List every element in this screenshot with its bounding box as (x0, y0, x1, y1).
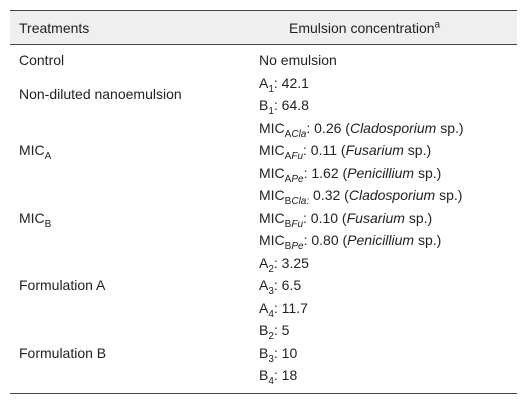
concentration-line (259, 184, 517, 207)
value-prefix: MIC (259, 164, 285, 181)
value-text: : 6.5 (273, 277, 302, 293)
value-text: 0.32 ( (309, 187, 349, 203)
value-prefix: B (259, 344, 269, 361)
value-sub: 3 (268, 285, 274, 297)
table-row (10, 72, 517, 117)
value-organism: Cladosporium (348, 187, 436, 203)
treatments-table (10, 10, 517, 394)
concentration-line (259, 94, 517, 117)
header-concentration-text: Emulsion concentration (289, 19, 435, 36)
value-prefix: A (259, 74, 269, 91)
table-header (10, 11, 517, 45)
concentration-line (259, 252, 517, 275)
concentration-cell (249, 252, 517, 320)
table-row (10, 184, 517, 252)
table-row (10, 252, 517, 320)
concentration-line (259, 297, 517, 320)
treatment-cell (10, 45, 249, 72)
value-text: : 42.1 (273, 74, 309, 91)
value-organism: Penicillium (347, 232, 415, 248)
treatment-label: Control (19, 52, 65, 69)
value-text: : 0.26 ( (306, 119, 350, 136)
treatment-label: MIC (19, 209, 45, 226)
value-prefix: MIC (259, 209, 285, 226)
concentration-line (259, 117, 517, 140)
concentration-line (259, 49, 517, 72)
value-prefix: MIC (259, 142, 285, 158)
value-sub: APe (284, 173, 304, 185)
value-prefix: A (259, 277, 269, 293)
value-suffix: sp.) (404, 209, 433, 226)
concentration-cell (249, 319, 517, 393)
value-organism: Fusarium (346, 209, 405, 226)
value-organism: Fusarium (345, 142, 404, 158)
value-sub: 2 (268, 263, 274, 275)
treatment-cell (10, 319, 249, 393)
treatment-label: Non-diluted nanoemulsion (19, 86, 182, 102)
concentration-line (259, 274, 517, 297)
table-row (10, 319, 517, 393)
value-text: : 11.7 (273, 299, 308, 316)
concentration-cell (249, 72, 517, 117)
value-text: : 18 (273, 367, 298, 383)
value-sub: 1 (268, 83, 274, 95)
value-prefix: B (259, 367, 269, 383)
table-row (10, 45, 517, 72)
concentration-line (259, 207, 517, 230)
value-prefix: MIC (259, 232, 285, 248)
value-text: : 64.8 (273, 97, 309, 113)
value-sub: AFu (284, 150, 304, 162)
concentration-line (259, 364, 517, 387)
treatment-label-sub: B (44, 218, 52, 230)
treatment-label: Formulation A (19, 277, 106, 294)
treatment-label-sub: A (44, 151, 52, 163)
value-text: : 0.80 ( (303, 232, 348, 248)
concentration-line (259, 342, 517, 365)
treatment-cell (10, 117, 249, 185)
value-text: : 3.25 (273, 254, 309, 271)
value-sub: BFu (284, 218, 304, 230)
value-sub-organism: Cla (291, 128, 307, 140)
value-sub: BPe (284, 240, 304, 252)
concentration-cell (249, 45, 517, 72)
value-text: : 5 (273, 322, 290, 338)
value-sub-organism: Cla: (291, 195, 310, 207)
treatment-label: MIC (19, 142, 45, 159)
value-sub: 2 (268, 330, 274, 342)
value-prefix: B (259, 322, 269, 338)
value-sub-organism: Pe (291, 240, 304, 252)
treatment-cell (10, 184, 249, 252)
value-prefix: A (259, 254, 269, 271)
value-suffix: sp.) (414, 232, 442, 248)
concentration-line (259, 72, 517, 95)
value-organism: Cladosporium (349, 119, 437, 136)
table-row (10, 117, 517, 185)
value-sub: 1 (268, 105, 274, 117)
header-treatments: Treatments (10, 11, 249, 45)
value-sub-organism: Fu (291, 150, 304, 162)
header-emulsion-concentration (249, 11, 517, 45)
value-prefix: No emulsion (259, 52, 337, 68)
value-sub: 3 (268, 353, 274, 365)
value-sub-organism: Fu (291, 218, 304, 230)
value-prefix: MIC (259, 187, 285, 203)
value-sub: ACla (284, 128, 307, 140)
concentration-line (259, 319, 517, 342)
header-row (10, 11, 517, 45)
treatment-cell (10, 72, 249, 117)
value-organism: Penicillium (347, 164, 415, 181)
value-suffix: sp.) (436, 119, 464, 136)
value-text: : 0.10 ( (303, 209, 347, 226)
table-body (10, 45, 517, 394)
concentration-cell (249, 117, 517, 185)
concentration-cell (249, 184, 517, 252)
concentration-line (259, 162, 517, 185)
value-text: : 1.62 ( (303, 164, 348, 181)
value-sub: 4 (268, 375, 274, 387)
value-text: : 0.11 ( (303, 142, 346, 158)
value-text: : 10 (273, 344, 298, 361)
value-prefix: MIC (259, 119, 285, 136)
value-suffix: sp.) (403, 142, 432, 158)
value-suffix: sp.) (435, 187, 463, 203)
value-sub-organism: Pe (291, 173, 304, 185)
value-suffix: sp.) (414, 164, 442, 181)
value-sub: 4 (268, 308, 274, 320)
value-sub: BCla: (284, 195, 310, 207)
treatment-label: Formulation B (19, 344, 107, 361)
concentration-line (259, 139, 517, 162)
value-prefix: B (259, 97, 269, 113)
value-prefix: A (259, 299, 269, 316)
header-footnote-mark: a (434, 18, 441, 30)
treatment-cell (10, 252, 249, 320)
concentration-line (259, 229, 517, 252)
